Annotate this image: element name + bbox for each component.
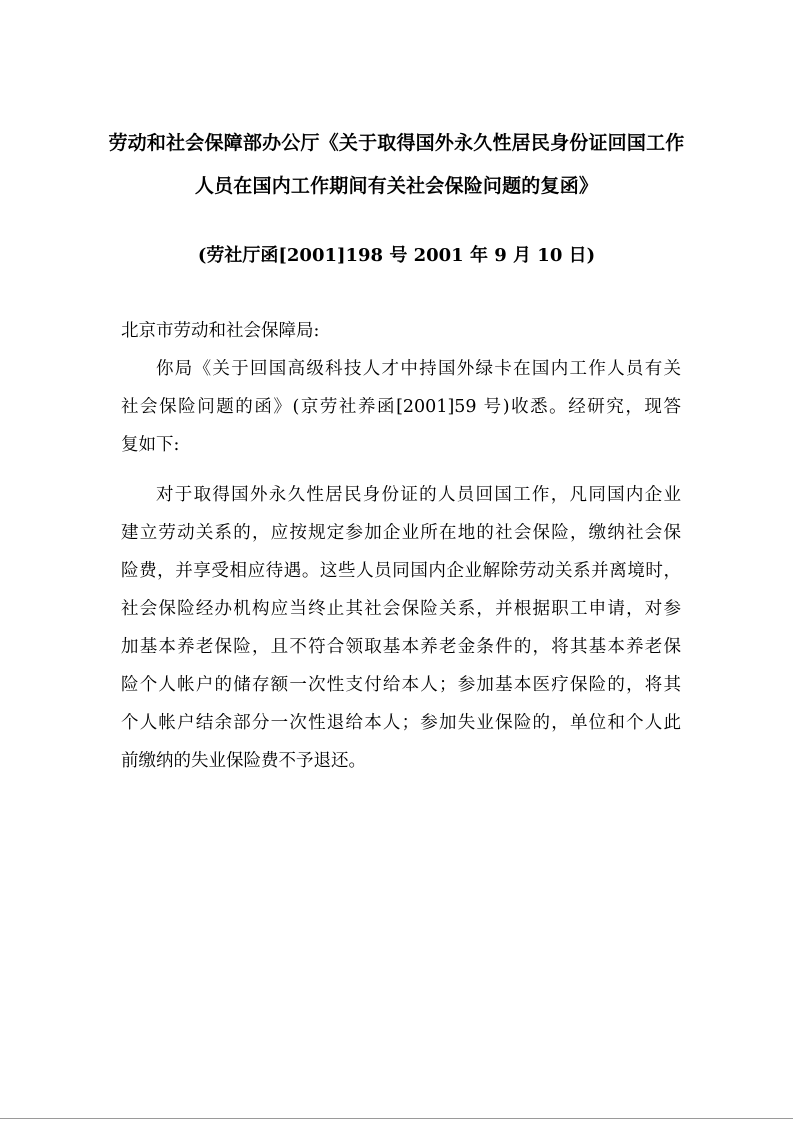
- paragraph-2-line: 险费，并享受相应待遇。这些人员同国内企业解除劳动关系并离境时，: [121, 561, 681, 581]
- paragraph-1-line: 你局《关于回国高级科技人才中持国外绿卡在国内工作人员有关: [156, 359, 681, 379]
- document-body: [121, 316, 681, 796]
- paragraph-1-line: 复如下:: [121, 435, 180, 455]
- paragraph-2-line: 社会保险经办机构应当终止其社会保险关系，并根据职工申请，对参: [121, 599, 681, 619]
- paragraph-2-line: 对于取得国外永久性居民身份证的人员回国工作，凡同国内企业: [156, 485, 681, 505]
- paragraph-2-line: 个人帐户结余部分一次性退给本人；参加失业保险的，单位和个人此: [121, 713, 681, 733]
- paragraph-2: [121, 480, 681, 776]
- paragraph-1: [121, 354, 681, 460]
- document-title-line-1: 劳动和社会保障部办公厅《关于取得国外永久性居民身份证回国工作: [108, 132, 685, 154]
- document-title-line-2: 人员在国内工作期间有关社会保险问题的复函》: [194, 175, 599, 197]
- paragraph-2-line: 前缴纳的失业保险费不予退还。: [121, 751, 366, 771]
- paragraph-2-line: 加基本养老保险，且不符合领取基本养老金条件的，将其基本养老保: [121, 637, 681, 657]
- paragraph-1-line: 社会保险问题的函》(京劳社养函[2001]59 号)收悉。经研究，现答: [121, 397, 681, 417]
- paragraph-2-line: 建立劳动关系的，应按规定参加企业所在地的社会保险，缴纳社会保: [121, 523, 681, 543]
- salutation: 北京市劳动和社会保障局:: [121, 321, 320, 341]
- paragraph-2-line: 险个人帐户的储存额一次性支付给本人；参加基本医疗保险的，将其: [121, 675, 681, 695]
- document-reference: (劳社厅函[2001]198 号 2001 年 9 月 10 日): [197, 245, 596, 266]
- page-bottom-divider: [0, 1118, 793, 1119]
